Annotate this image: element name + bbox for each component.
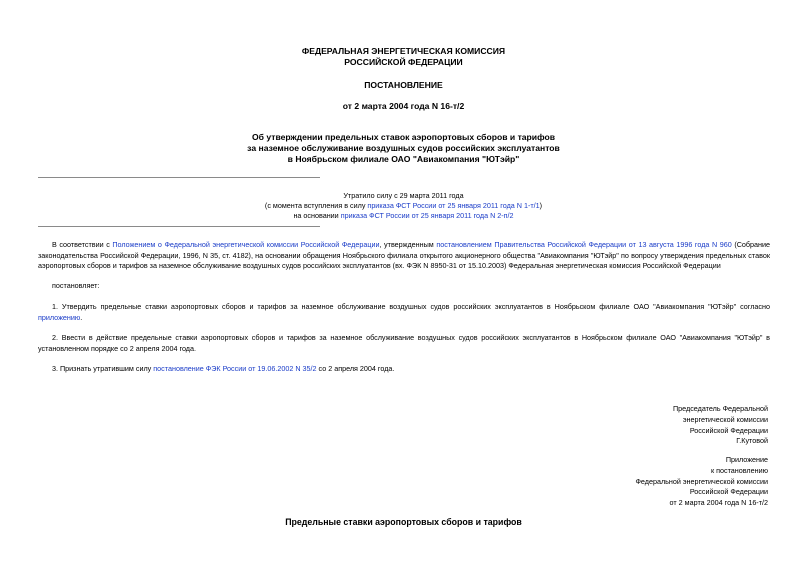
link-fst-order-2[interactable]: приказа ФСТ России от 25 января 2011 года N 2-п/2 [340,211,514,220]
divider-top [38,177,320,178]
lost-force-note: Утратило силу с 29 марта 2011 года [343,191,464,200]
link-government-decree[interactable]: постановлением Правительства Российской Федерации от 13 августа 1996 года N 960 [436,240,732,249]
agency-name-line1: ФЕДЕРАЛЬНАЯ ЭНЕРГЕТИЧЕСКАЯ КОМИССИЯ [301,46,506,56]
agency-name-line2: РОССИЙСКОЙ ФЕДЕРАЦИИ [344,57,463,67]
preamble-text-3: (Собрание законодательства Российской Федерации, 1996, N 35, ст. 4182), на основании обращения Ноябрьского филиала открытого акционерного общества "Авиакомпания "ЮТэйр" по вопросу утверждения предельных ставок аэропортовых сборов и тарифов за наземное обслуживание воздушных судов российских эксплуатантов (вх. ФЭК N 8950-31 от 15.10.2003) Федеральная энергетическая комиссия Российской Федерации [38,240,771,270]
signature-line2: энергетической комиссии [682,414,768,424]
document-title-line3: в Ноябрьском филиале ОАО "Авиакомпания "ЮТэйр" [287,154,520,164]
since-suffix: ) [539,201,543,210]
since-note [0,201,807,211]
document-title-line1: Об утверждении предельных ставок аэропортовых сборов и тарифов [251,132,556,142]
item-1-end: . [80,312,83,322]
preamble-text-1: В соответствии с [52,240,113,249]
signature-line1: Председатель Федеральной [673,404,768,413]
appendix-line1: Приложение [725,455,768,464]
link-fek-regulation[interactable]: Положением о Федеральной энергетической комиссии Российской Федерации [112,240,380,249]
appendix-title: Предельные ставки аэропортовых сборов и тарифов [285,517,522,527]
divider-bottom [38,226,320,227]
decree-word: постановляет: [52,281,100,290]
signature-line4: Г.Кутовой [736,436,768,446]
basis-note [0,211,807,221]
since-prefix: (с момента вступления в силу [264,201,368,210]
appendix-line3: Федеральной энергетической комиссии [635,476,768,486]
signature-line3: Российской Федерации [689,425,768,435]
item-1 [38,302,770,323]
item-3-text: 3. Признать утратившим силу [52,364,154,373]
preamble-text-2: , утвержденным [379,240,437,249]
link-fek-decree-35-2[interactable]: постановление ФЭК России от 19.06.2002 N 35/2 [153,364,317,373]
document-title-line2: за наземное обслуживание воздушных судов российских эксплуатантов [247,143,560,153]
appendix-line5: от 2 марта 2004 года N 16-т/2 [669,498,768,508]
link-appendix[interactable]: приложению [38,312,81,322]
link-fst-order-1[interactable]: приказа ФСТ России от 25 января 2011 года N 1-т/1 [367,201,540,210]
appendix-line2: к постановлению [710,465,768,475]
item-3-end: со 2 апреля 2004 года. [316,364,395,373]
item-3 [38,364,770,375]
item-1-text: 1. Утвердить предельные ставки аэропортовых сборов и тарифов за наземное обслуживание воздушных судов российских эксплуатантов в Ноябрьском филиале ОАО "Авиакомпания "ЮТэйр" согласно [52,302,770,311]
basis-prefix: на основании [293,211,341,220]
document-type: ПОСТАНОВЛЕНИЕ [364,80,443,90]
signature-block [468,404,768,447]
appendix-block [468,455,768,509]
document-date: от 2 марта 2004 года N 16-т/2 [342,101,465,111]
item-2: 2. Ввести в действие предельные ставки аэропортовых сборов и тарифов за наземное обслуживание воздушных судов российских эксплуатантов в Ноябрьском филиале ОАО "Авиакомпания "ЮТэйр" в установленном порядке со 2 апреля 2004 года. [38,333,770,353]
appendix-line4: Российской Федерации [689,487,768,497]
preamble-paragraph [38,240,770,272]
